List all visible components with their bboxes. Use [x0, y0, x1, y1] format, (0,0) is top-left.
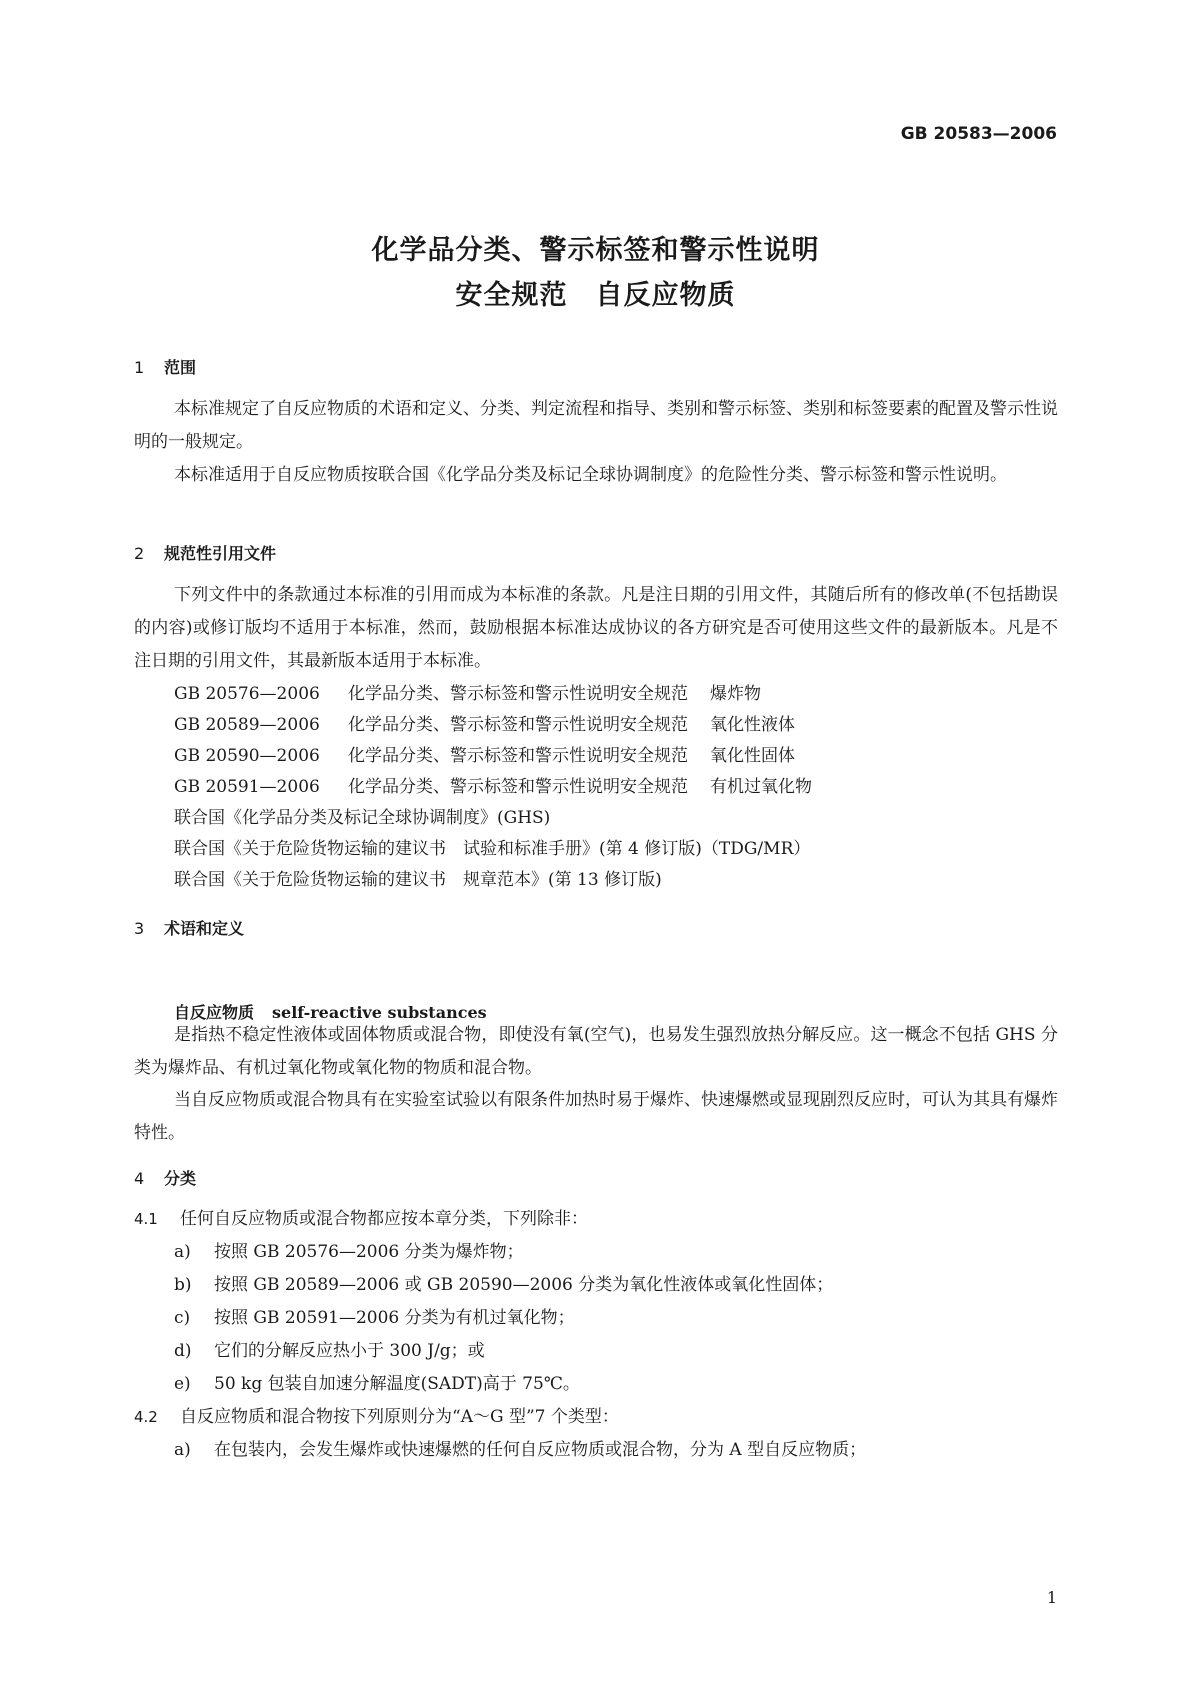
reference-item — [174, 740, 795, 773]
reference-subject: 氧化性液体 — [710, 715, 795, 735]
item-text: 在包装内，会发生爆炸或快速爆燃的任何自反应物质或混合物，分为 A 型自反应物质； — [214, 1440, 867, 1460]
item-text: 它们的分解反应热小于 300 J/g；或 — [214, 1341, 485, 1361]
section-title: 规范性引用文件 — [164, 544, 277, 563]
paragraph: 是指热不稳定性液体或固体物质或混合物，即使没有氧(空气)，也易发生强烈放热分解反应。这一概念不包括 GHS 分类为爆炸品、有机过氧化物或氧化物的物质和混合物。 — [134, 1025, 1058, 1078]
reference-code: GB 20589—2006 — [174, 715, 320, 735]
reference-subject: 有机过氧化物 — [710, 777, 812, 797]
reference-item — [174, 709, 795, 742]
reference-code: GB 20576—2006 — [174, 684, 320, 704]
section-title: 分类 — [164, 1169, 197, 1188]
clause-text: 自反应物质和混合物按下列原则分为“A～G 型”7 个类型： — [180, 1407, 619, 1427]
list-item — [174, 1269, 833, 1302]
item-label: b) — [174, 1275, 192, 1295]
term-chinese: 自反应物质 — [174, 1003, 255, 1022]
clause-4-1 — [134, 1203, 588, 1236]
reference-title: 化学品分类、警示标签和警示性说明安全规范 — [348, 684, 688, 704]
list-item — [174, 1335, 485, 1368]
clause-text: 任何自反应物质或混合物都应按本章分类，下列除非： — [180, 1209, 588, 1229]
item-label: a) — [174, 1242, 191, 1262]
reference-item: 联合国《化学品分类及标记全球协调制度》(GHS) — [174, 808, 551, 828]
list-item — [174, 1434, 866, 1467]
section-title: 范围 — [164, 358, 197, 377]
document-title-line2: 安全规范 自反应物质 — [455, 280, 736, 311]
clause-number: 4.1 — [134, 1210, 158, 1228]
paragraph: 本标准规定了自反应物质的术语和定义、分类、判定流程和指导、类别和警示标签、类别和标签要素的配置及警示性说明的一般规定。 — [134, 399, 1058, 452]
section-1-heading — [134, 355, 196, 378]
item-label: c) — [174, 1308, 191, 1328]
section-number: 3 — [134, 919, 145, 938]
reference-title: 化学品分类、警示标签和警示性说明安全规范 — [348, 746, 688, 766]
reference-item: 联合国《关于危险货物运输的建议书 规章范本》(第 13 修订版) — [174, 870, 662, 890]
reference-title: 化学品分类、警示标签和警示性说明安全规范 — [348, 715, 688, 735]
section-2-heading — [134, 541, 276, 564]
item-text: 按照 GB 20576—2006 分类为爆炸物； — [214, 1242, 524, 1262]
paragraph: 下列文件中的条款通过本标准的引用而成为本标准的条款。凡是注日期的引用文件，其随后所有的修改单(不包括勘误的内容)或修订版均不适用于本标准，然而，鼓励根据本标准达成协议的各方研究是否可使用这些文件的最新版本。凡是不注日期的引用文件，其最新版本适用于本标准。 — [134, 585, 1058, 671]
paragraph: 当自反应物质或混合物具有在实验室试验以有限条件加热时易于爆炸、快速爆燃或显现剧烈反应时，可认为其具有爆炸特性。 — [134, 1090, 1058, 1143]
reference-item — [174, 678, 761, 711]
list-item — [174, 1302, 575, 1335]
section-3-heading — [134, 916, 244, 939]
section-title: 术语和定义 — [164, 919, 245, 938]
reference-code: GB 20591—2006 — [174, 777, 320, 797]
document-title-line1: 化学品分类、警示标签和警示性说明 — [371, 235, 820, 266]
reference-item — [174, 771, 812, 804]
item-label: a) — [174, 1440, 191, 1460]
item-text: 按照 GB 20589—2006 或 GB 20590—2006 分类为氧化性液体或氧化性固体； — [214, 1275, 834, 1295]
reference-title: 化学品分类、警示标签和警示性说明安全规范 — [348, 777, 688, 797]
clause-4-2 — [134, 1401, 619, 1434]
paragraph: 本标准适用于自反应物质按联合国《化学品分类及标记全球协调制度》的危险性分类、警示标签和警示性说明。 — [174, 465, 1007, 485]
list-item — [174, 1368, 580, 1401]
reference-subject: 爆炸物 — [710, 684, 761, 704]
section-number: 1 — [134, 358, 145, 377]
list-item — [174, 1236, 524, 1269]
reference-code: GB 20590—2006 — [174, 746, 320, 766]
page-number: 1 — [1046, 1588, 1057, 1607]
clause-number: 4.2 — [134, 1408, 158, 1426]
item-label: d) — [174, 1341, 192, 1361]
item-text: 50 kg 包装自加速分解温度(SADT)高于 75℃。 — [214, 1374, 580, 1394]
reference-subject: 氧化性固体 — [710, 746, 795, 766]
standard-number: GB 20583—2006 — [900, 124, 1057, 144]
item-label: e) — [174, 1374, 191, 1394]
term-english: self-reactive substances — [272, 1003, 487, 1022]
section-number: 4 — [134, 1169, 145, 1188]
section-number: 2 — [134, 544, 145, 563]
item-text: 按照 GB 20591—2006 分类为有机过氧化物； — [214, 1308, 575, 1328]
section-4-heading — [134, 1166, 196, 1189]
reference-item: 联合国《关于危险货物运输的建议书 试验和标准手册》(第 4 修订版)（TDG/MR） — [174, 839, 811, 859]
